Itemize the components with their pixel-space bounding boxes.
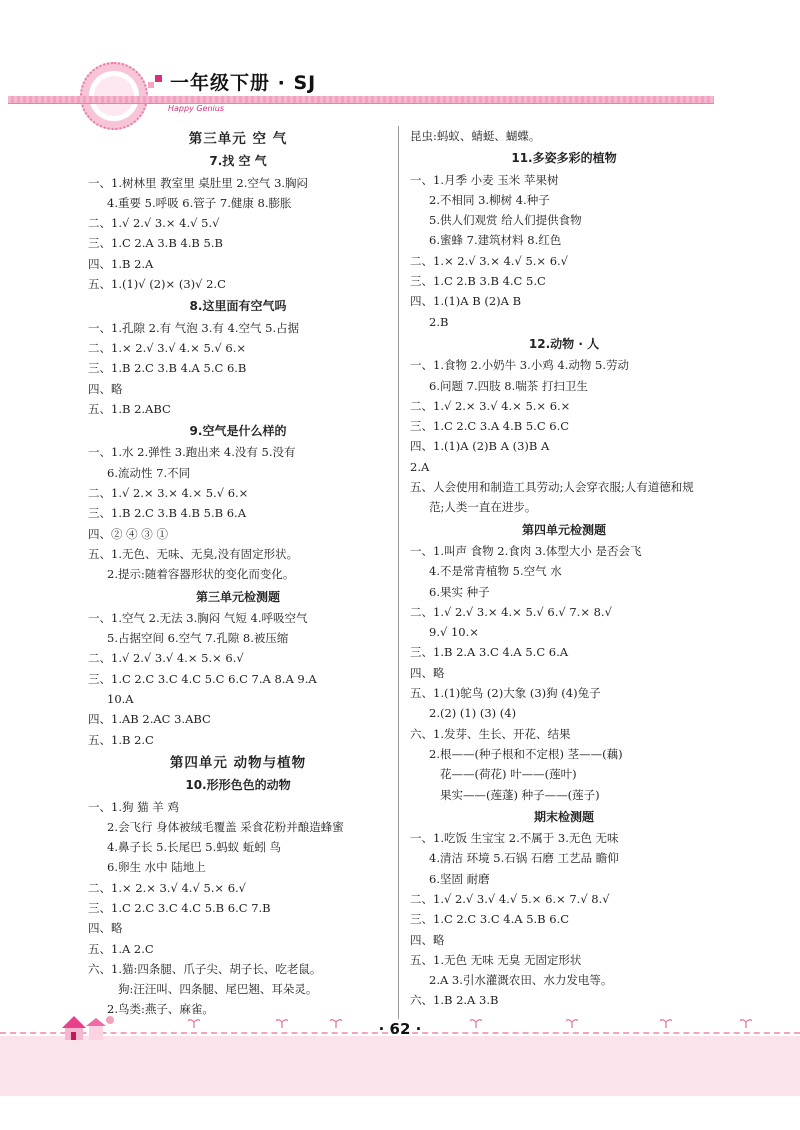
answer-line: 三、1.B 2.A 3.C 4.A 5.C 6.A	[410, 645, 569, 660]
section-heading: 第三单元检测题	[195, 589, 280, 604]
left-column	[88, 126, 388, 1020]
sprout-icon	[566, 1018, 578, 1028]
section-heading: 第四单元检测题	[521, 522, 606, 537]
answer-line-continued: 2.会飞行 身体被绒毛覆盖 采食花粉并酿造蜂蜜	[107, 819, 344, 834]
answer-line-continued: 狗:汪汪叫、四条腿、尾巴翘、耳朵灵。	[118, 982, 318, 997]
answer-line: 六、1.猫:四条腿、爪子尖、胡子长、吃老鼠。	[88, 961, 322, 976]
answer-line-continued: 2.(2) (1) (3) (4)	[429, 706, 517, 721]
sprout-icon	[330, 1018, 342, 1028]
header-rule	[8, 103, 714, 104]
answer-line: 六、1.发芽、生长、开花、结果	[410, 726, 571, 741]
answer-line: 二、1.× 2.× 3.√ 4.√ 5.× 6.√	[88, 880, 247, 895]
section-heading: 9.空气是什么样的	[189, 424, 287, 439]
answer-line-continued: 6.问题 7.四肢 8.喘茶 打扫卫生	[429, 378, 588, 393]
answer-line: 一、1.孔隙 2.有 气泡 3.有 4.空气 5.占据	[88, 320, 300, 335]
answer-line: 2.A	[410, 459, 430, 474]
header-band	[8, 96, 714, 103]
answer-line: 二、1.√ 2.√ 3.√ 4.√ 5.× 6.× 7.√ 8.√	[410, 891, 610, 906]
answer-line: 五、1.B 2.ABC	[88, 401, 171, 416]
answer-line: 昆虫:蚂蚁、蜻蜓、蝴蝶。	[410, 129, 541, 143]
answer-line: 五、1.A 2.C	[88, 941, 154, 956]
answer-line: 三、1.C 2.B 3.B 4.C 5.C	[410, 274, 546, 289]
answer-line-continued: 2.根——(种子根和不定根) 茎——(藕)	[429, 746, 623, 761]
answer-line-continued: 2.不相同 3.柳树 4.种子	[429, 192, 550, 207]
answer-line-continued: 5.占据空间 6.空气 7.孔隙 8.被压缩	[107, 631, 289, 646]
answer-line-continued: 花——(荷花) 叶——(莲叶)	[440, 767, 577, 782]
answer-line-continued: 4.不是常青植物 5.空气 水	[429, 564, 562, 579]
answer-line-continued: 4.重要 5.呼吸 6.管子 7.健康 8.膨胀	[107, 195, 292, 210]
answer-line: 四、略	[88, 921, 123, 936]
answer-line: 四、1.B 2.A	[88, 256, 154, 271]
answer-line: 一、1.空气 2.无法 3.胸闷 气短 4.呼吸空气	[88, 610, 308, 625]
answer-line: 三、1.B 2.C 3.B 4.B 5.B 6.A	[88, 506, 247, 521]
section-heading: 11.多姿多彩的植物	[511, 151, 617, 166]
answer-line-continued: 4.清洁 环境 5.石锅 石磨 工艺品 瞻仰	[429, 851, 619, 866]
answer-line-continued: 6.卵生 水中 陆地上	[107, 860, 206, 875]
footer-band	[0, 1036, 800, 1096]
answer-line: 三、1.C 2.C 3.C 4.C 5.B 6.C 7.B	[88, 900, 271, 915]
answer-line: 二、1.√ 2.× 3.√ 4.× 5.× 6.×	[410, 398, 571, 413]
answer-line: 一、1.叫声 食物 2.食肉 3.体型大小 是否会飞	[410, 543, 642, 558]
answer-line-continued: 6.坚固 耐磨	[429, 871, 490, 886]
answer-line: 一、1.树林里 教室里 桌肚里 2.空气 3.胸闷	[88, 175, 309, 190]
decor-square	[155, 75, 162, 82]
answer-line: 一、1.吃饭 生宝宝 2.不属于 3.无色 无味	[410, 831, 619, 846]
section-heading: 期末检测题	[533, 809, 594, 824]
answer-line-continued: 范;人类一直在进步。	[429, 500, 537, 515]
brand-subtitle: Happy Genius	[168, 104, 225, 113]
answer-line: 三、1.C 2.A 3.B 4.B 5.B	[88, 236, 223, 251]
answer-line: 四、略	[410, 665, 445, 680]
sprout-icon	[740, 1018, 752, 1028]
answer-line: 五、1.(1)鸵鸟 (2)大象 (3)狗 (4)兔子	[410, 686, 601, 701]
answer-line-continued: 10.A	[107, 692, 134, 707]
answer-line: 四、1.(1)A B (2)A B	[410, 294, 522, 309]
answer-line: 一、1.狗 猫 羊 鸡	[88, 799, 179, 814]
answer-line: 四、略	[88, 381, 123, 396]
answer-line: 三、1.C 2.C 3.C 4.C 5.C 6.C 7.A 8.A 9.A	[88, 671, 317, 686]
answer-line-continued: 6.蜜蜂 7.建筑材料 8.红色	[429, 233, 562, 248]
answer-line-continued: 4.鼻子长 5.长尾巴 5.蚂蚁 蚯蚓 鸟	[107, 840, 282, 855]
answer-line: 二、1.√ 2.√ 3.× 4.√ 5.√	[88, 216, 220, 231]
unit-heading: 第四单元 动物与植物	[169, 754, 307, 771]
column-divider	[398, 126, 399, 1019]
answer-line: 四、1.AB 2.AC 3.ABC	[88, 712, 211, 727]
answer-line: 三、1.B 2.C 3.B 4.A 5.C 6.B	[88, 361, 247, 376]
section-heading: 8.这里面有空气吗	[189, 299, 287, 314]
answer-line-continued: 果实——(莲蓬) 种子——(莲子)	[440, 787, 600, 802]
section-heading: 7.找 空 气	[209, 154, 267, 169]
answer-line: 五、1.无色、无味、无臭,没有固定形状。	[88, 546, 299, 561]
answer-line: 二、1.√ 2.× 3.× 4.× 5.√ 6.×	[88, 486, 249, 501]
answer-line: 一、1.食物 2.小奶牛 3.小鸡 4.动物 5.劳动	[410, 358, 629, 373]
decor-square	[148, 82, 154, 88]
answer-line-continued: 9.√ 10.×	[429, 625, 479, 640]
answer-line: 五、1.无色 无味 无臭 无固定形状	[410, 952, 582, 967]
house-icon	[58, 1012, 118, 1042]
answer-line: 二、1.√ 2.√ 3.× 4.× 5.√ 6.√ 7.× 8.√	[410, 604, 612, 619]
answer-line: 三、1.C 2.C 3.C 4.A 5.B 6.C	[410, 912, 570, 927]
sprout-icon	[188, 1018, 200, 1028]
answer-line: 五、人会使用和制造工具劳动;人会穿衣服;人有道德和规	[410, 480, 694, 495]
answer-line: 三、1.C 2.C 3.A 4.B 5.C 6.C	[410, 419, 570, 434]
answer-line: 四、② ④ ③ ①	[88, 526, 168, 541]
sprout-icon	[276, 1018, 288, 1028]
section-heading: 12.动物 · 人	[528, 336, 600, 351]
answer-line-continued: 2.提示:随着容器形状的变化而变化。	[107, 567, 295, 582]
section-heading: 10.形形色色的动物	[185, 778, 291, 793]
answer-line: 五、1.(1)√ (2)× (3)√ 2.C	[88, 277, 226, 292]
sprout-icon	[470, 1018, 482, 1028]
answer-line: 二、1.× 2.√ 3.× 4.√ 5.× 6.√	[410, 253, 569, 268]
answer-line: 四、1.(1)A (2)B A (3)B A	[410, 439, 550, 454]
answer-line-continued: 2.B	[429, 314, 449, 329]
answer-line: 二、1.√ 2.√ 3.√ 4.× 5.× 6.√	[88, 651, 244, 666]
answer-line-continued: 6.流动性 7.不同	[107, 465, 191, 480]
answer-line: 四、略	[410, 932, 445, 947]
answer-line: 五、1.B 2.C	[88, 732, 154, 747]
answer-line: 六、1.B 2.A 3.B	[410, 993, 499, 1008]
right-column	[410, 126, 718, 1011]
answer-line-continued: 2.A 3.引水灌溉农田、水力发电等。	[429, 973, 613, 988]
answer-line-continued: 2.鸟类:燕子、麻雀。	[107, 1002, 214, 1017]
unit-heading: 第三单元 空 气	[188, 131, 288, 147]
answer-line: 二、1.× 2.√ 3.√ 4.× 5.√ 6.×	[88, 340, 247, 355]
answer-line: 一、1.月季 小麦 玉米 苹果树	[410, 172, 559, 187]
answer-line-continued: 5.供人们观赏 给人们提供食物	[429, 213, 582, 228]
book-title: 一年级下册 · SJ	[170, 72, 317, 94]
sprout-icon	[660, 1018, 672, 1028]
answer-line-continued: 6.果实 种子	[429, 584, 490, 599]
page-number: · 62 ·	[378, 1020, 422, 1038]
answer-line: 一、1.水 2.弹性 3.跑出来 4.没有 5.没有	[88, 445, 296, 460]
